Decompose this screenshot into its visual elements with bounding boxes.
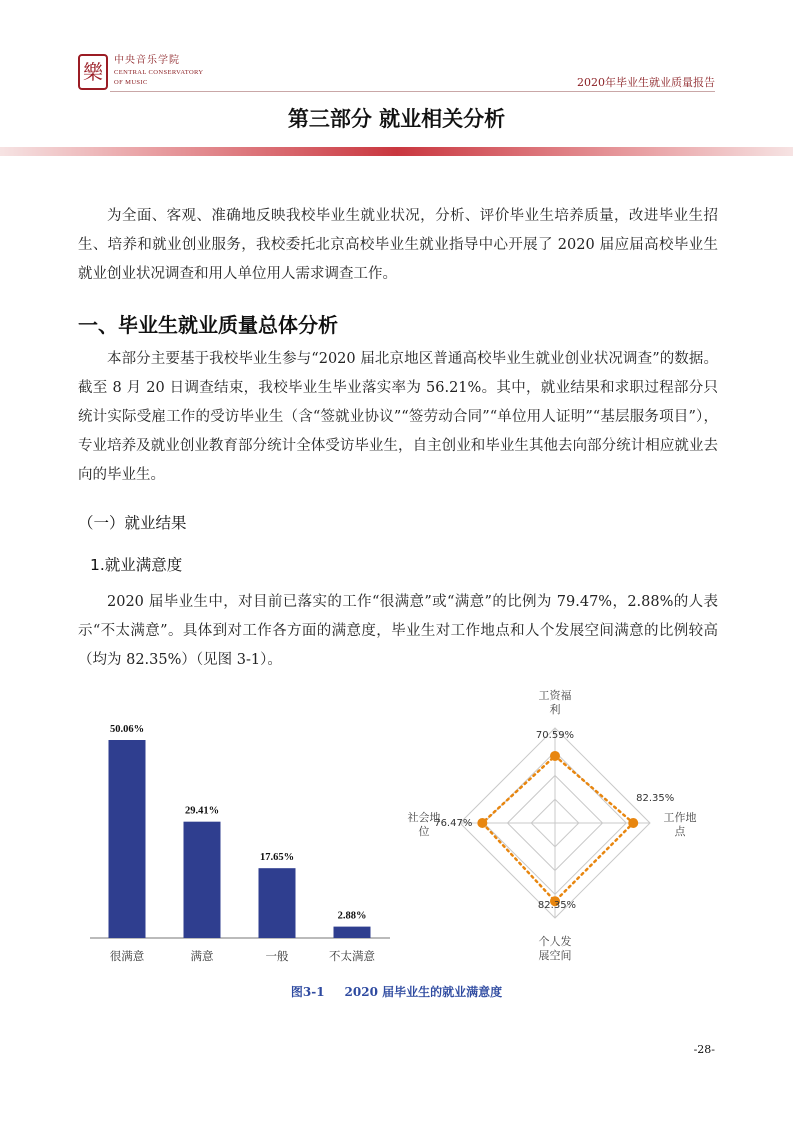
radar-axis-label-1-line-0: 工作地: [663, 811, 697, 824]
radar-value-label-1: 82.35%: [636, 793, 675, 804]
radar-axis-label-2-line-1: 展空间: [538, 949, 572, 962]
figure-caption: [0, 983, 793, 1000]
radar-point-1: [628, 818, 638, 828]
bar-3: [334, 927, 371, 938]
seal-icon: 樂: [78, 54, 108, 90]
bar-2: [259, 868, 296, 938]
bar-category-label-0: 很满意: [109, 949, 145, 963]
page-number: -28-: [693, 1043, 715, 1056]
intro-text: 为全面、客观、准确地反映我校毕业生就业状况，分析、评价毕业生培养质量，改进毕业生招生、培养和就业创业服务，我校委托北京高校毕业生就业指导中心开展了 2020 届应届高校毕业生就业创业状况调查和用人单位用人需求调查工作。: [78, 208, 718, 282]
radar-point-3: [477, 818, 487, 828]
section-heading: 一、毕业生就业质量总体分析: [78, 313, 338, 337]
radar-point-0: [550, 751, 560, 761]
radar-axis-label-3-line-0: 社会地: [407, 811, 441, 824]
bar-0: [109, 740, 146, 938]
radar-value-label-2: 82.35%: [537, 900, 577, 912]
caption-text: 2020 届毕业生的就业满意度: [344, 985, 503, 999]
bar-value-label-0: 50.06%: [109, 724, 145, 735]
section-text: 本部分主要基于我校毕业生参与“2020 届北京地区普通高校毕业生就业创业状况调查”的数据。截至 8 月 20 日调查结束，我校毕业生毕业落实率为 56.21%。其中，就业结果和求职过程部分只统计实际受雇工作的受访毕业生（含“签就业协议”“签劳动合同”“单位用人证明”“基层服务项目”），专业培养及就业创业教育部分统计全体受访毕业生，自主创业和毕业生其他去向部分统计相应就业去向的毕业生。: [78, 351, 718, 483]
bar-1: [184, 822, 221, 938]
radar-axis-label-1-line-1: 点: [674, 825, 686, 838]
logo-english-line2: OF MUSIC: [114, 79, 148, 86]
subsubsection-heading: 1.就业满意度: [90, 556, 183, 574]
bar-value-label-1: 29.41%: [184, 805, 220, 817]
satisfaction-text: 2020 届毕业生中，对目前已落实的工作“很满意”或“满意”的比例为 79.47%，2.88%的人表示“不太满意”。具体到对工作各方面的满意度，毕业生对工作地点和人个发展空间满意的比例较高（均为 82.35%）（见图 3-1）。: [78, 594, 718, 668]
radar-axis-label-3-line-1: 位: [418, 825, 430, 838]
bar-value-label-2: 17.65%: [259, 852, 295, 864]
radar-axis-label-2-line-0: 个人发: [538, 935, 572, 948]
subsection-heading: （一）就业结果: [78, 514, 187, 532]
part-title: 第三部分 就业相关分析: [287, 107, 506, 131]
logo-english-line1: CENTRAL CONSERVATORY: [114, 69, 204, 76]
bar-category-label-3: 不太满意: [329, 949, 375, 963]
radar-axis-label-0-line-0: 工资福: [538, 689, 572, 702]
radar-value-label-0: 70.59%: [535, 729, 575, 741]
radar-value-label-3: 76.47%: [434, 818, 473, 829]
bar-value-label-3: 2.88%: [337, 910, 367, 922]
report-title: 2020年毕业生就业质量报告: [577, 76, 715, 89]
radar-axis-label-0-line-1: 利: [549, 703, 561, 716]
bar-category-label-2: 一般: [265, 949, 289, 963]
logo-chinese-name: 中央音乐学院: [114, 55, 180, 66]
bar-category-label-1: 满意: [190, 949, 214, 963]
caption-label: 图3-1: [290, 985, 325, 999]
